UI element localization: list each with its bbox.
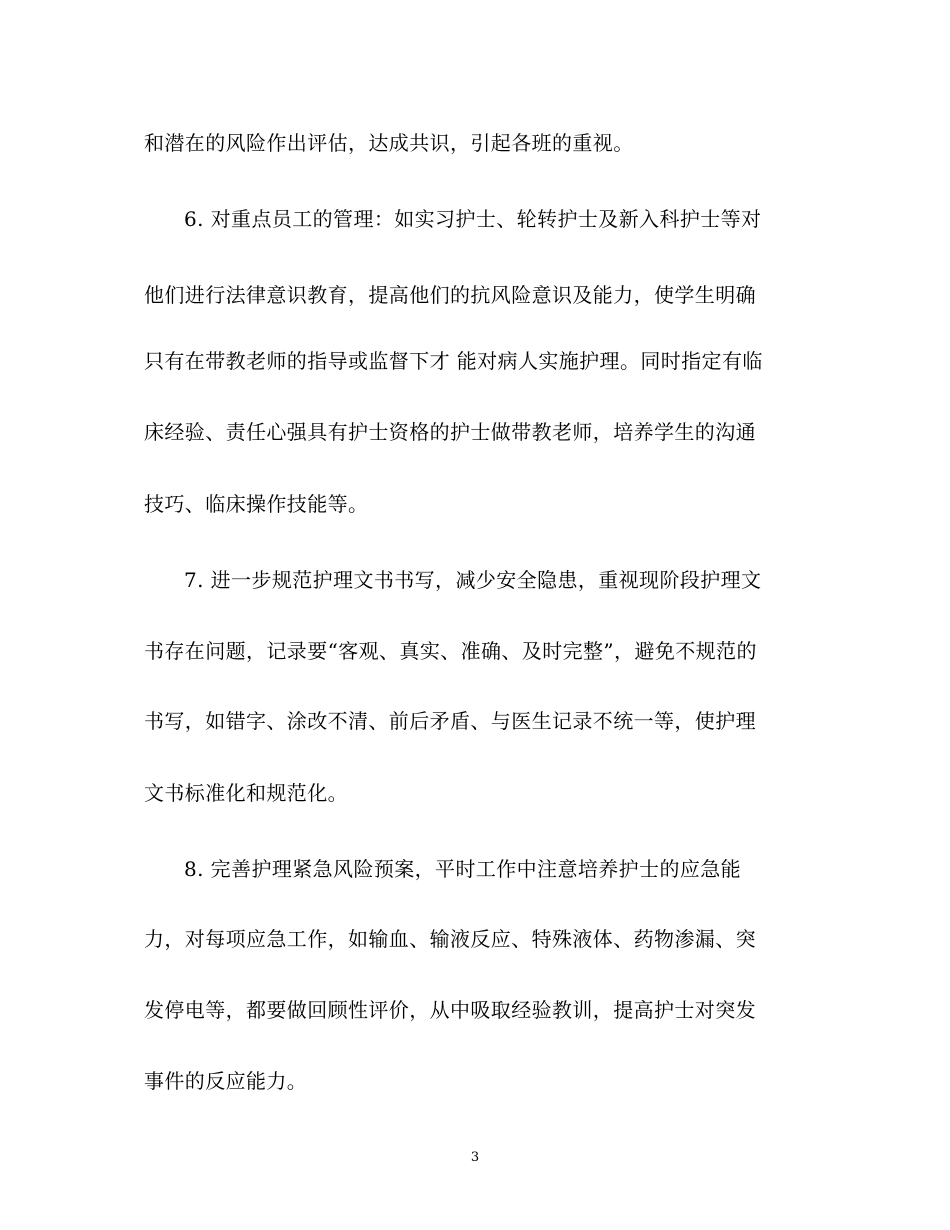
text-line: 文书标准化和规范化。 [144,781,348,805]
page-number: 3 [470,1150,480,1165]
text-line: 力，对每项应急工作，如输血、输液反应、特殊液体、药物渗漏、突 [144,927,756,951]
text-line: 床经验、责任心强具有护士资格的护士做带教老师，培养学生的沟通 [144,420,756,444]
text-line: 和潜在的风险作出评估，达成共识，引起各班的重视。 [144,131,634,155]
text-line: 只有在带教老师的指导或监督下才 能对病人实施护理。同时指定有临 [144,349,763,373]
text-line: 他们进行法律意识教育，提高他们的抗风险意识及能力，使学生明确 [144,283,756,307]
text-line: 8. 完善护理紧急风险预案，平时工作中注意培养护士的应急能 [184,857,742,881]
text-line: 技巧、临床操作技能等。 [144,492,369,516]
text-line: 发停电等，都要做回顾性评价，从中吸取经验教训，提高护士对突发 [144,998,756,1022]
text-line: 6. 对重点员工的管理：如实习护士、轮转护士及新入科护士等对 [184,207,762,231]
text-line: 书写，如错字、涂改不清、前后矛盾、与医生记录不统一等，使护理 [144,709,756,733]
text-line: 书存在问题，记录要“客观、真实、准确、及时完整”，避免不规范的 [144,639,757,663]
text-line: 7. 进一步规范护理文书书写，减少安全隐患，重视现阶段护理文 [184,568,762,592]
text-line: 事件的反应能力。 [144,1069,308,1093]
